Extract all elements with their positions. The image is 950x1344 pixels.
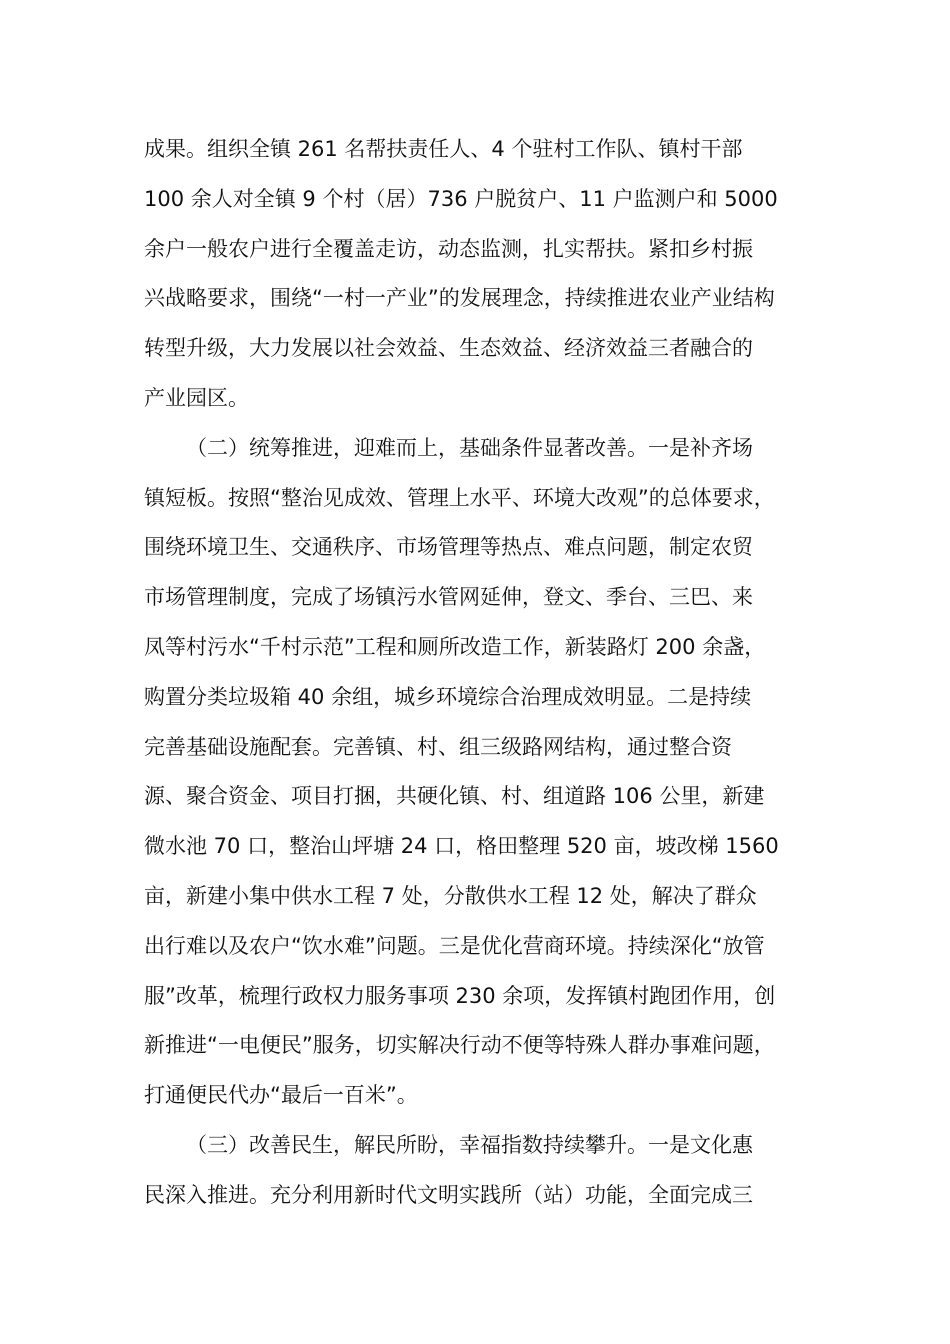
text-line: 市场管理制度，完成了场镇污水管网延伸，登文、季台、三巴、来 (144, 585, 753, 610)
paragraph-start-line: （三）改善民生，解民所盼，幸福指数持续攀升。一是文化惠 (186, 1132, 753, 1157)
text-line: 微水池 70 口，整治山坪塘 24 口，格田整理 520 亩，坡改梯 1560 (144, 834, 779, 859)
text-line: 镇短板。按照“整治见成效、管理上水平、环境大改观”的总体要求， (144, 485, 775, 510)
text-line: 100 余人对全镇 9 个村（居）736 户脱贫户、11 户监测户和 5000 (144, 186, 778, 211)
text-line: 余户一般农户进行全覆盖走访，动态监测，扎实帮扶。紧扣乡村振 (144, 236, 753, 261)
paragraph-start-line: （二）统筹推进，迎难而上，基础条件显著改善。一是补齐场 (186, 435, 753, 460)
text-line: 产业园区。 (144, 385, 249, 410)
text-line: 出行难以及农户“饮水难”问题。三是优化营商环境。持续深化“放管 (144, 933, 765, 958)
text-line: 服”改革，梳理行政权力服务事项 230 余项，发挥镇村跑团作用，创 (144, 983, 776, 1008)
text-line: 民深入推进。充分利用新时代文明实践所（站）功能，全面完成三 (144, 1182, 753, 1207)
text-line: 打通便民代办“最后一百米”。 (144, 1083, 418, 1108)
text-line: 新推进“一电便民”服务，切实解决行动不便等特殊人群办事难问题， (144, 1033, 775, 1058)
text-line: 转型升级，大力发展以社会效益、生态效益、经济效益三者融合的 (144, 336, 753, 361)
text-line: 源、聚合资金、项目打捆，共硬化镇、村、组道路 106 公里，新建 (144, 784, 765, 809)
text-line: 成果。组织全镇 261 名帮扶责任人、4 个驻村工作队、镇村干部 (144, 137, 743, 161)
text-line: 围绕环境卫生、交通秩序、市场管理等热点、难点问题，制定农贸 (144, 535, 753, 560)
text-line: 兴战略要求，围绕“一村一产业”的发展理念，持续推进农业产业结构 (144, 286, 775, 311)
text-line: 亩，新建小集中供水工程 7 处，分散供水工程 12 处，解决了群众 (144, 883, 757, 908)
text-line: 购置分类垃圾箱 40 余组，城乡环境综合治理成效明显。二是持续 (144, 684, 752, 709)
text-line: 完善基础设施配套。完善镇、村、组三级路网结构，通过整合资 (144, 734, 732, 759)
body-text (144, 125, 808, 1221)
text-line: 凤等村污水“千村示范”工程和厕所改造工作，新装路灯 200 余盏， (144, 634, 766, 659)
